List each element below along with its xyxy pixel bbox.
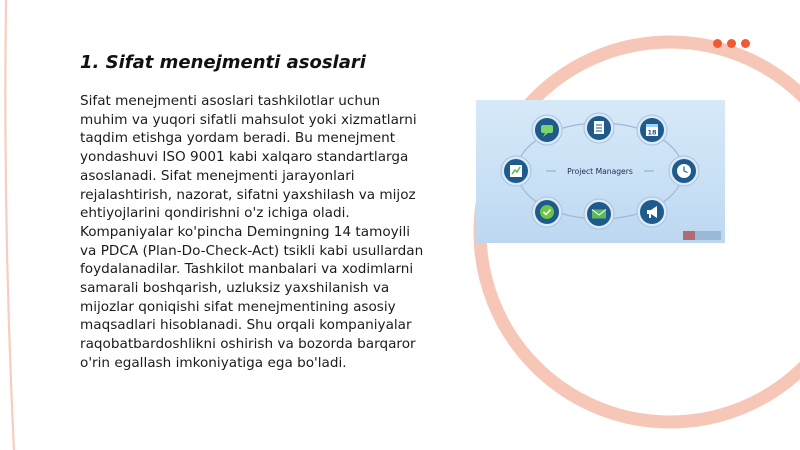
menu-dots [713, 39, 750, 48]
slide-body-text: Sifat menejmenti asoslari tashkilotlar uchun muhim va yuqori sifatli mahsulot yoki xizmatlarni taqdim etishga yordam beradi. Bu menejment yondashuvi ISO 9001 kabi xalqaro standartlarga asoslanadi. Sifat menejmenti jarayonlari rejalashtirish, nazorat, sifatni yaxshilash va mijoz ehtiyojlarini qondirishni o'z ichiga oladi. Kompaniyalar ko'pincha Demingning 14 tamoyili va PDCA (Plan-Do-Check-Act) tsikli kabi usullardan foydalanadilar. Tashkilot manbalari va xodimlarni samarali boshqarish, uzluksiz yaxshilanish va mijozlar qoniqishi sifat menejmentining asosiy maqsadlari hisoblanadi. Shu orqali kompaniyalar raqobatbardoshlikni oshirish va bozorda barqaror o'rin egallash imkoniyatiga ega bo'ladi. [80, 93, 424, 371]
logo-mark [683, 231, 721, 240]
dot-icon [741, 39, 750, 48]
checkmark-icon [532, 197, 562, 227]
project-managers-diagram [476, 100, 725, 243]
calendar-icon [637, 115, 667, 145]
calendar-day: 18 [647, 128, 657, 137]
megaphone-icon [637, 197, 667, 227]
center-label: Project Managers [567, 167, 633, 176]
left-arc [5, 0, 14, 450]
chat-icon [532, 115, 562, 145]
dot-icon [727, 39, 736, 48]
document-icon [584, 113, 614, 143]
chart-icon [501, 156, 531, 186]
clock-icon [669, 156, 699, 186]
slide-title: 1. Sifat menejmenti asoslari [80, 52, 366, 73]
project-managers-illustration [476, 100, 725, 243]
email-icon [584, 199, 614, 229]
dot-icon [713, 39, 722, 48]
